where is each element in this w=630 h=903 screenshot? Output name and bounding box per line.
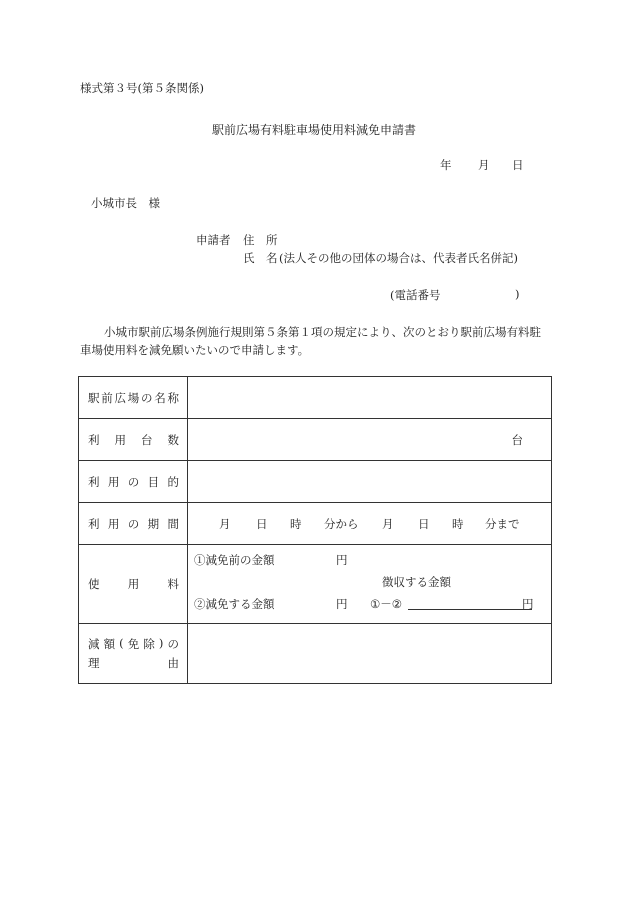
plaza-name-field[interactable] (188, 377, 552, 419)
reason-label: 減 額 ( 免 除 ) の 理 由 (79, 624, 188, 684)
table-row-plaza-name (79, 377, 552, 419)
fee-field[interactable] (188, 545, 552, 624)
to-minute-label: 分まで (485, 516, 520, 531)
purpose-label: 利 用 の 目 的 (79, 461, 188, 503)
to-month-label: 月 (382, 516, 394, 531)
application-table (78, 376, 552, 684)
collect-amount-label: 徴収する金額 (382, 574, 451, 589)
form-number: 様式第３号(第５条関係) (80, 81, 204, 95)
table-row-vehicle-count (79, 419, 552, 461)
table-row-period (79, 503, 552, 545)
addressee: 小城市長 様 (91, 196, 160, 210)
vehicle-count-unit: 台 (511, 432, 523, 447)
date-month-label: 月 (478, 158, 490, 172)
table-row-purpose (79, 461, 552, 503)
vehicle-count-label: 利 用 台 数 (79, 419, 188, 461)
formula-label: ①－② (370, 596, 403, 611)
amount-before-unit: 円 (336, 552, 348, 567)
applicant-label: 申請者 (196, 233, 231, 247)
from-day-label: 日 (256, 516, 268, 531)
phone-close: ) (515, 287, 520, 301)
collect-amount-unit: 円 (522, 596, 534, 611)
collect-amount-underline[interactable] (408, 596, 532, 610)
table-row-fee (79, 545, 552, 624)
reduction-amount-unit: 円 (336, 596, 348, 611)
purpose-field[interactable] (188, 461, 552, 503)
amount-before-label: ①減免前の金額 (194, 552, 275, 567)
plaza-name-label: 駅 前 広 場 の 名 称 (79, 377, 188, 419)
date-day-label: 日 (512, 158, 524, 172)
name-note: (法人その他の団体の場合は、代表者氏名併記) (279, 251, 518, 265)
request-text-line2: 車場使用料を減免願いたいので申請します。 (80, 343, 310, 357)
address-label: 住 所 (243, 233, 278, 247)
period-field[interactable] (188, 503, 552, 545)
document-title: 駅前広場有料駐車場使用料減免申請書 (212, 123, 417, 137)
reason-field[interactable] (188, 624, 552, 684)
date-year-label: 年 (440, 158, 452, 172)
name-label: 氏 名 (243, 251, 278, 265)
period-label: 利 用 の 期 間 (79, 503, 188, 545)
from-hour-label: 時 (290, 516, 302, 531)
to-day-label: 日 (418, 516, 430, 531)
phone-label: (電話番号 (390, 288, 441, 302)
from-minute-label: 分から (324, 516, 359, 531)
to-hour-label: 時 (452, 516, 464, 531)
request-text-line1: 小城市駅前広場条例施行規則第５条第１項の規定により、次のとおり駅前広場有料駐 (104, 325, 541, 339)
vehicle-count-field[interactable] (188, 419, 552, 461)
fee-label: 使 用 料 (79, 545, 188, 624)
table-row-reason (79, 624, 552, 684)
from-month-label: 月 (219, 516, 231, 531)
reduction-amount-label: ②減免する金額 (194, 596, 275, 611)
